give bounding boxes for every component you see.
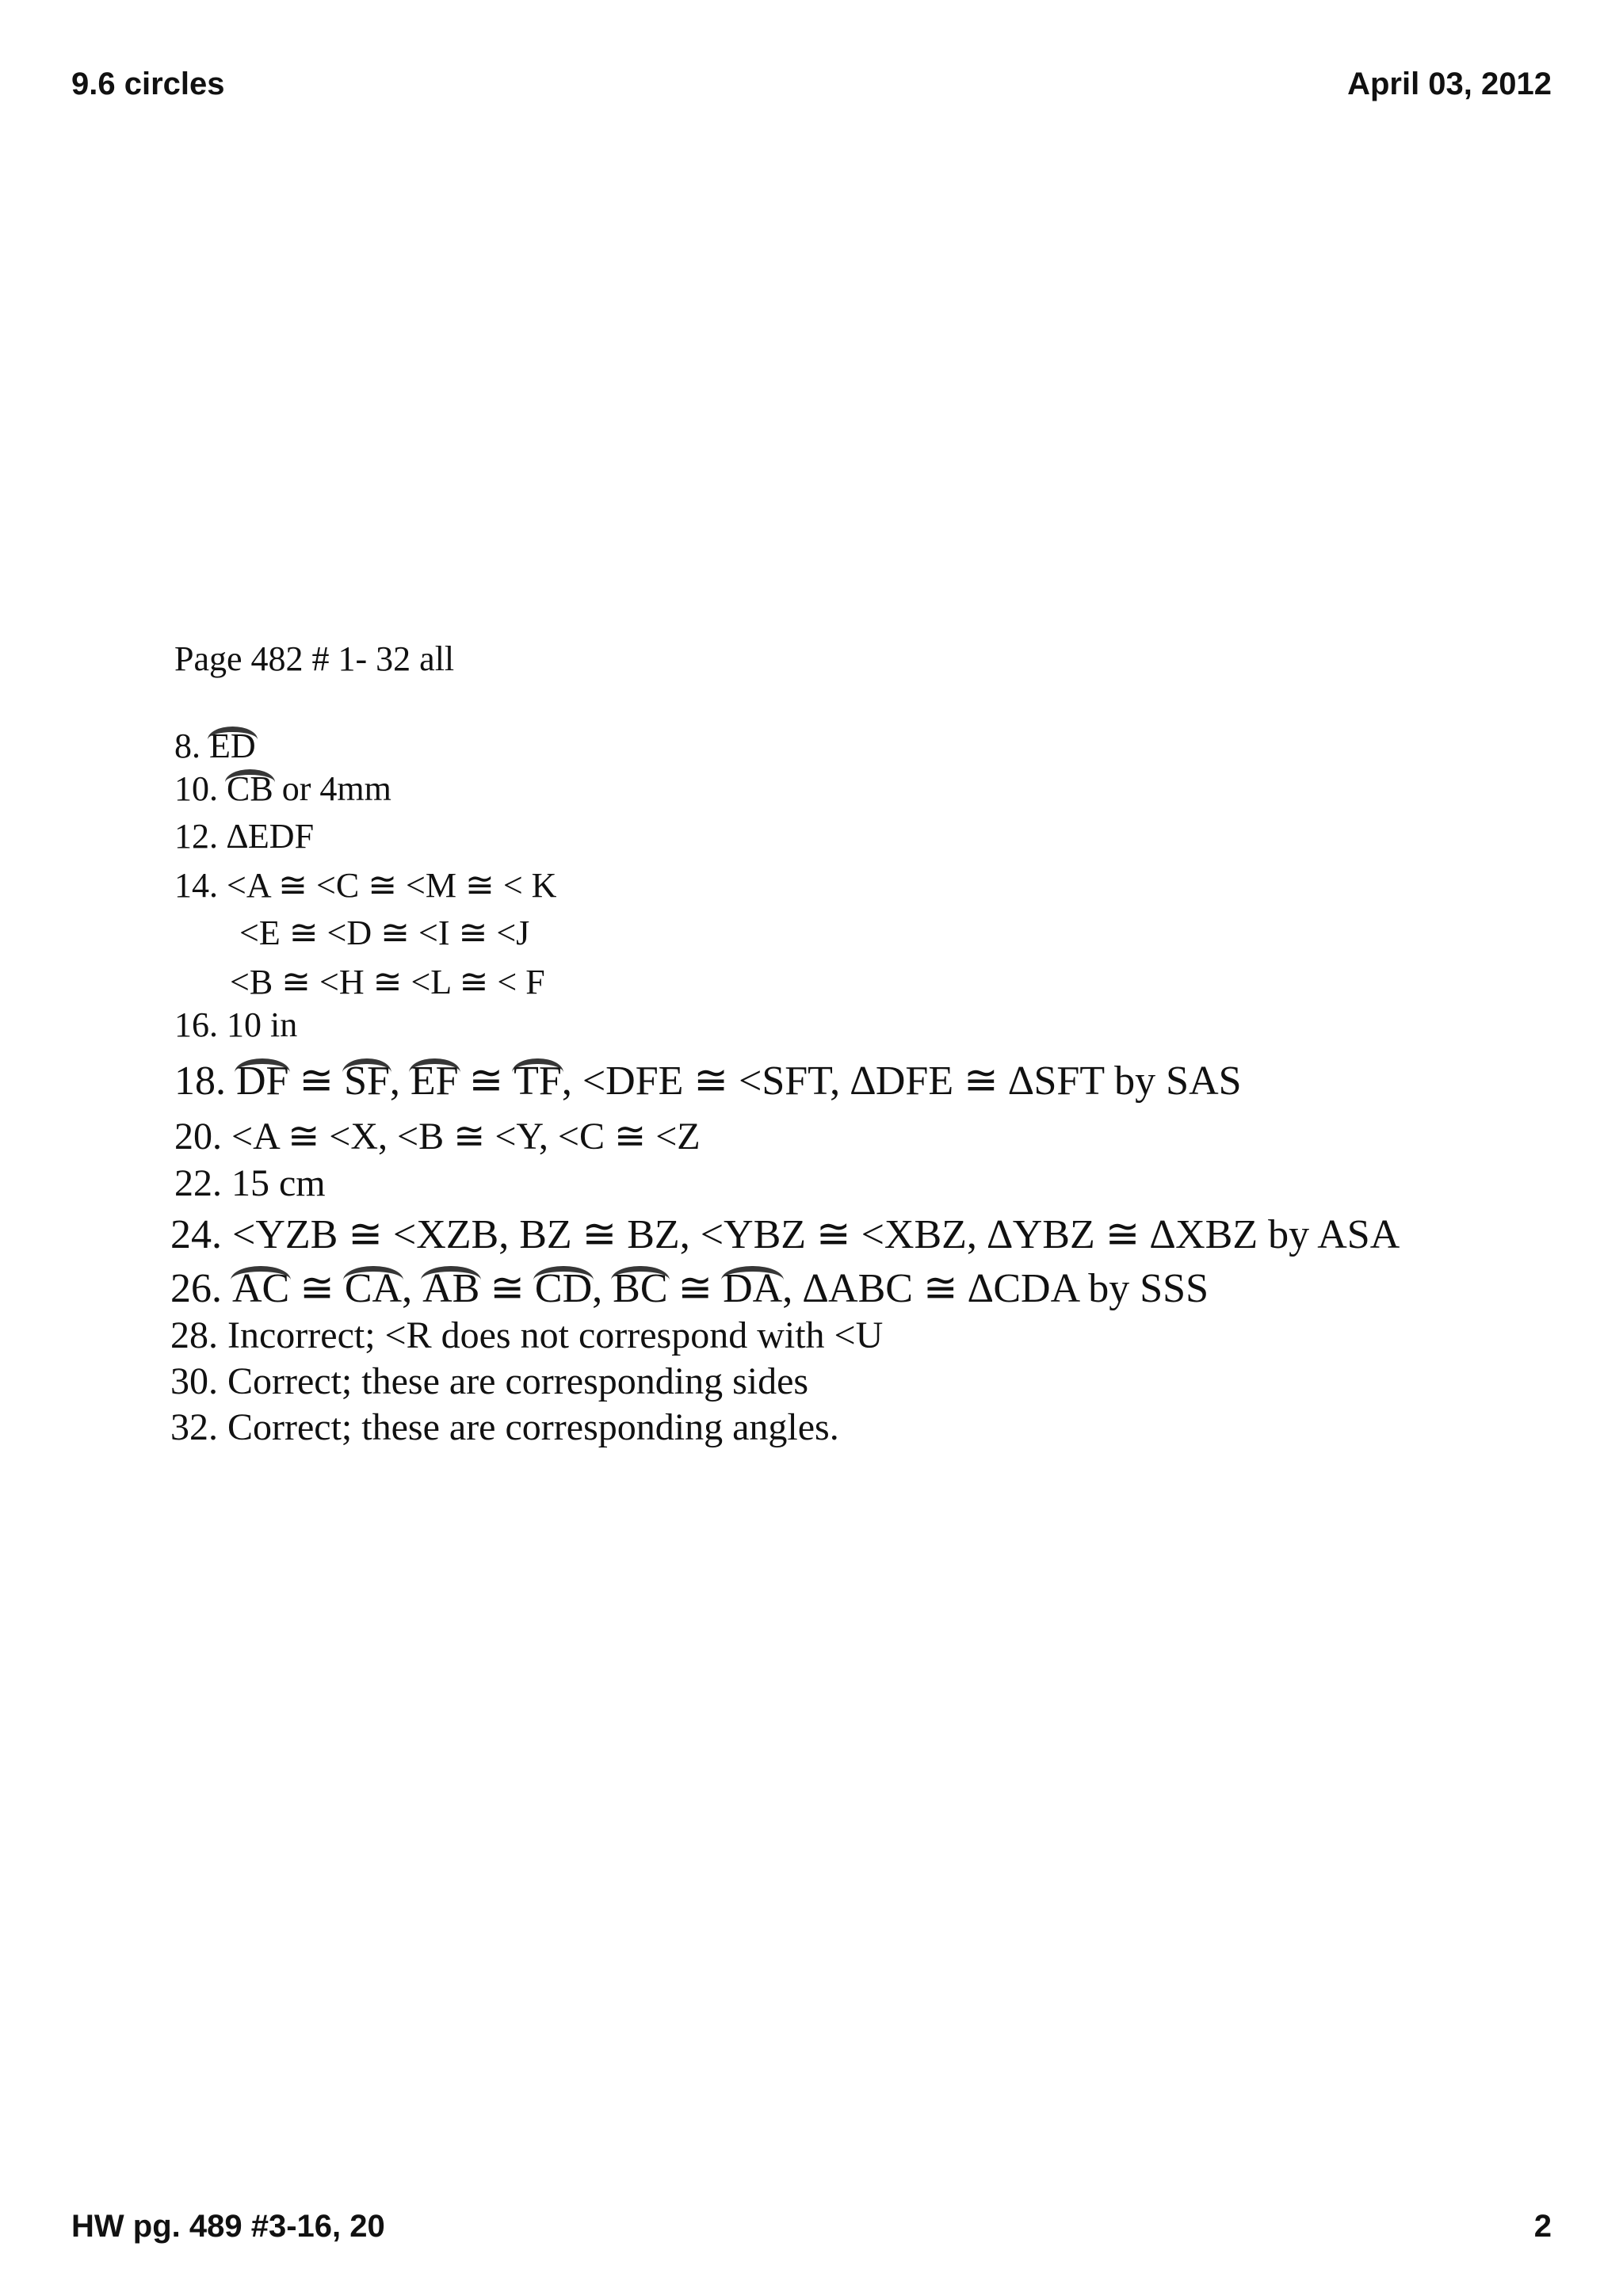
answer-number: 18. — [174, 1058, 226, 1104]
segment-ef: EF — [410, 1058, 459, 1104]
answer-18 — [174, 1057, 1242, 1104]
answer-number: 26. — [170, 1266, 222, 1311]
homework-footer: HW pg. 489 #3-16, 20 — [71, 2209, 385, 2244]
segment-cb: CB — [227, 769, 273, 808]
separator: , — [402, 1266, 423, 1311]
answer-14-line-1: 14. <A ≅ <C ≅ <M ≅ < K — [174, 866, 557, 905]
segment-ca: CA — [344, 1266, 403, 1311]
separator: , — [592, 1266, 613, 1311]
answer-14-line-3: <B ≅ <H ≅ <L ≅ < F — [230, 963, 545, 1001]
answer-16: 16. 10 in — [174, 1005, 298, 1044]
segment-bc: BC — [613, 1266, 668, 1311]
answer-number: 8. — [174, 727, 200, 765]
separator: ≅ — [479, 1266, 535, 1311]
answer-number: 10. — [174, 769, 218, 808]
answer-text: or 4mm — [273, 769, 391, 808]
segment-da: DA — [723, 1266, 783, 1311]
separator: ≅ — [667, 1266, 724, 1311]
page-date: April 03, 2012 — [1347, 67, 1552, 101]
answer-14-line-2: <E ≅ <D ≅ <I ≅ <J — [239, 913, 530, 952]
answer-8 — [174, 726, 256, 766]
answer-10 — [174, 769, 391, 809]
answer-text: , <DFE ≅ <SFT, ∆DFE ≅ ∆SFT by SAS — [561, 1058, 1242, 1104]
answer-12: 12. ∆EDF — [174, 817, 315, 856]
assignment-line: Page 482 # 1- 32 all — [174, 639, 455, 678]
separator: ≅ — [289, 1266, 345, 1311]
segment-sf: SF — [344, 1058, 390, 1104]
answer-32: 32. Correct; these are corresponding angles. — [170, 1406, 839, 1448]
answer-20: 20. <A ≅ <X, <B ≅ <Y, <C ≅ <Z — [174, 1116, 701, 1158]
separator: ≅ — [288, 1058, 345, 1104]
separator: ≅ — [458, 1058, 514, 1104]
segment-tf: TF — [514, 1058, 562, 1104]
answer-text: , ∆ABC ≅ ∆CDA by SSS — [782, 1266, 1209, 1311]
separator: , — [389, 1058, 411, 1104]
segment-cd: CD — [534, 1266, 593, 1311]
page-number: 2 — [1533, 2209, 1552, 2244]
segment-ed: ED — [209, 727, 256, 765]
answer-24: 24. <YZB ≅ <XZB, BZ ≅ BZ, <YBZ ≅ <XBZ, ∆YBZ ≅ ∆XBZ by ASA — [170, 1212, 1400, 1257]
segment-ac: AC — [232, 1266, 290, 1311]
segment-df: DF — [236, 1058, 289, 1104]
page-title: 9.6 circles — [71, 67, 225, 101]
segment-ab: AB — [422, 1266, 480, 1311]
answer-30: 30. Correct; these are corresponding sides — [170, 1360, 809, 1402]
answer-26 — [170, 1264, 1209, 1312]
answer-28: 28. Incorrect; <R does not correspond with <U — [170, 1314, 884, 1356]
answer-22: 22. 15 cm — [174, 1162, 326, 1204]
